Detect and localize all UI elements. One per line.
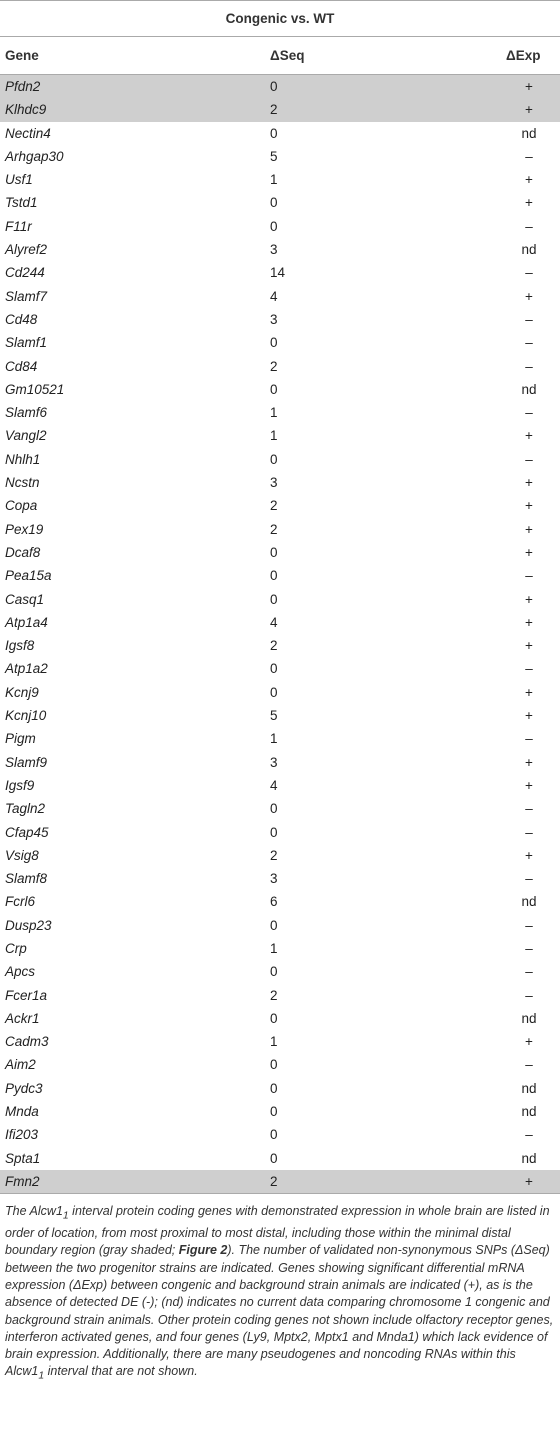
cell-gene: Fcer1a [5, 987, 48, 1003]
table-row [0, 751, 560, 774]
cell-seq: 1 [270, 405, 278, 421]
cell-seq: 0 [270, 1127, 278, 1143]
cell-exp: nd [521, 1150, 537, 1166]
cell-exp: – [525, 731, 533, 747]
cell-gene: Ackr1 [5, 1010, 40, 1026]
cell-gene: Slamf6 [5, 405, 48, 421]
cell-gene: Cd244 [5, 265, 45, 281]
table-row [0, 378, 560, 401]
cell-seq: 2 [270, 102, 278, 118]
caption-part-2: interval protein coding genes with demonstrated expression in whole brain are listed in order of location, from most proximal to most distal, including those within the minimal distal boundary region (gray shaded; [5, 1204, 550, 1258]
cell-gene: Pfdn2 [5, 79, 41, 94]
table-row [0, 471, 560, 494]
cell-seq: 2 [270, 521, 278, 537]
cell-seq: 0 [270, 1104, 278, 1120]
cell-exp: – [525, 964, 533, 980]
cell-gene: Tstd1 [5, 195, 38, 211]
cell-exp: + [525, 172, 533, 188]
cell-seq: 0 [270, 964, 278, 980]
table-row [0, 122, 560, 145]
cell-seq: 3 [270, 754, 278, 770]
table-row [0, 1077, 560, 1100]
table-row [0, 145, 560, 168]
cell-gene: Dusp23 [5, 917, 52, 933]
cell-seq: 1 [270, 172, 278, 188]
table-row [0, 774, 560, 797]
cell-exp: + [525, 777, 533, 793]
cell-exp: nd [521, 125, 537, 141]
cell-exp: nd [521, 1010, 537, 1026]
cell-seq: 0 [270, 1080, 278, 1096]
table-body [0, 75, 560, 1193]
cell-exp: – [525, 358, 533, 374]
table-row [0, 168, 560, 191]
cell-gene: Igsf8 [5, 638, 35, 654]
cell-seq: 3 [270, 311, 278, 327]
cell-seq: 2 [270, 847, 278, 863]
cell-seq: 0 [270, 801, 278, 817]
cell-gene: Pex19 [5, 521, 44, 537]
cell-exp: + [525, 1173, 533, 1189]
table-row [0, 1100, 560, 1123]
cell-seq: 14 [270, 265, 286, 281]
cell-exp: + [525, 847, 533, 863]
cell-gene: Fcrl6 [5, 894, 35, 910]
cell-exp: + [525, 638, 533, 654]
cell-gene: Nhlh1 [5, 451, 41, 467]
table-row [0, 541, 560, 564]
table-row [0, 494, 560, 517]
cell-exp: – [525, 661, 533, 677]
table-row [0, 98, 560, 121]
caption-sub-2: 1 [38, 1370, 45, 1382]
cell-gene: Kcnj9 [5, 684, 39, 700]
table-row [0, 1007, 560, 1030]
cell-gene: Pydc3 [5, 1080, 43, 1096]
cell-exp: – [525, 940, 533, 956]
table-row [0, 75, 560, 98]
cell-gene: Slamf9 [5, 754, 48, 770]
table-row [0, 1030, 560, 1053]
caption-part-1: The Alcw1 [5, 1204, 63, 1219]
cell-gene: Ifi203 [5, 1127, 39, 1143]
caption-part-3: ). The number of validated non-synonymous SNPs (ΔSeq) between the two progenitor strains are indicated. Genes showing significant differential mRNA expression (ΔExp) between congenic and background strain animals are indicated (+), as is the absence of detected DE (-); (nd) indicates no current data comparing chromosome 1 congenic and background strain animals. Other protein coding genes not shown include olfactory receptor genes, interferon activated genes, and four genes (Ly9, Mptx2, Mptx1 and Mnda1) which lack evidence of brain expression. Additionally, there are many pseudogenes and noncoding RNAs within this Alcw1 [5, 1243, 554, 1379]
cell-seq: 0 [270, 568, 278, 584]
cell-gene: Slamf1 [5, 335, 48, 351]
cell-exp: + [525, 684, 533, 700]
cell-exp: + [525, 521, 533, 537]
table-row [0, 681, 560, 704]
header-seq: ΔSeq [270, 48, 305, 63]
cell-exp: + [525, 288, 533, 304]
cell-gene: Gm10521 [5, 381, 65, 397]
cell-exp: + [525, 475, 533, 491]
table-row [0, 984, 560, 1007]
cell-exp: – [525, 1127, 533, 1143]
table-row [0, 867, 560, 890]
cell-seq: 0 [270, 451, 278, 467]
cell-exp: nd [521, 381, 537, 397]
cell-exp: – [525, 1057, 533, 1073]
cell-gene: Ncstn [5, 475, 40, 491]
cell-seq: 0 [270, 335, 278, 351]
cell-exp: – [525, 568, 533, 584]
cell-exp: + [525, 754, 533, 770]
cell-gene: Spta1 [5, 1150, 41, 1166]
table-row [0, 308, 560, 331]
table-row [0, 588, 560, 611]
cell-exp: – [525, 218, 533, 234]
cell-gene: Pigm [5, 731, 36, 747]
cell-gene: Cadm3 [5, 1034, 49, 1050]
cell-exp: nd [521, 1104, 537, 1120]
table-row [0, 937, 560, 960]
cell-seq: 0 [270, 125, 278, 141]
table-row [0, 215, 560, 238]
table-row [0, 634, 560, 657]
cell-seq: 2 [270, 498, 278, 514]
cell-gene: Atp1a4 [5, 614, 48, 630]
cell-seq: 0 [270, 1010, 278, 1026]
cell-seq: 3 [270, 242, 278, 258]
table-row [0, 611, 560, 634]
cell-seq: 2 [270, 358, 278, 374]
cell-gene: Cd84 [5, 358, 38, 374]
table-row [0, 1147, 560, 1170]
cell-seq: 0 [270, 195, 278, 211]
cell-gene: Crp [5, 940, 27, 956]
cell-exp: nd [521, 242, 537, 258]
cell-seq: 4 [270, 614, 278, 630]
table-row [0, 797, 560, 820]
cell-gene: Arhgap30 [5, 148, 64, 164]
cell-exp: – [525, 311, 533, 327]
cell-exp: + [525, 498, 533, 514]
table-row [0, 657, 560, 680]
table-row [0, 448, 560, 471]
table-row [0, 844, 560, 867]
cell-exp: – [525, 405, 533, 421]
cell-exp: + [525, 79, 533, 94]
table-row [0, 331, 560, 354]
cell-seq: 3 [270, 475, 278, 491]
table-row [0, 914, 560, 937]
table-row [0, 401, 560, 424]
table-row [0, 960, 560, 983]
table-row [0, 424, 560, 447]
cell-exp: + [525, 614, 533, 630]
cell-gene: F11r [5, 218, 32, 234]
header-exp: ΔExp [506, 48, 541, 63]
cell-exp: – [525, 801, 533, 817]
cell-gene: Vsig8 [5, 847, 39, 863]
cell-exp: + [525, 1034, 533, 1050]
table-row [0, 238, 560, 261]
cell-seq: 4 [270, 777, 278, 793]
table-row [0, 890, 560, 913]
cell-exp: + [525, 428, 533, 444]
cell-seq: 1 [270, 428, 278, 444]
cell-seq: 0 [270, 661, 278, 677]
cell-seq: 0 [270, 917, 278, 933]
cell-gene: Cd48 [5, 311, 38, 327]
cell-gene: Usf1 [5, 172, 33, 188]
table-row [0, 1123, 560, 1146]
cell-gene: Alyref2 [5, 242, 48, 258]
table-row [0, 355, 560, 378]
table-row [0, 261, 560, 284]
cell-gene: Kcnj10 [5, 708, 47, 724]
cell-seq: 6 [270, 894, 278, 910]
table-row [0, 704, 560, 727]
cell-seq: 2 [270, 987, 278, 1003]
cell-seq: 1 [270, 731, 278, 747]
cell-seq: 0 [270, 79, 278, 94]
cell-seq: 0 [270, 381, 278, 397]
cell-exp: – [525, 148, 533, 164]
cell-gene: Atp1a2 [5, 661, 48, 677]
cell-exp: – [525, 265, 533, 281]
table-row [0, 518, 560, 541]
cell-exp: – [525, 987, 533, 1003]
cell-gene: Copa [5, 498, 38, 514]
cell-gene: Aim2 [5, 1057, 36, 1073]
cell-gene: Apcs [5, 964, 36, 980]
cell-exp: + [525, 195, 533, 211]
cell-gene: Mnda [5, 1104, 39, 1120]
cell-gene: Igsf9 [5, 777, 35, 793]
cell-gene: Tagln2 [5, 801, 46, 817]
cell-gene: Vangl2 [5, 428, 47, 444]
cell-seq: 5 [270, 148, 278, 164]
table-row [0, 564, 560, 587]
cell-seq: 0 [270, 544, 278, 560]
cell-exp: nd [521, 894, 537, 910]
table-row [0, 1170, 560, 1193]
table-row [0, 191, 560, 214]
cell-exp: – [525, 451, 533, 467]
cell-gene: Pea15a [5, 568, 52, 584]
cell-seq: 0 [270, 824, 278, 840]
table-header [0, 37, 560, 75]
caption-part-4: interval that are not shown. [44, 1364, 198, 1379]
cell-seq: 2 [270, 638, 278, 654]
table-row [0, 727, 560, 750]
cell-seq: 0 [270, 1150, 278, 1166]
cell-exp: + [525, 102, 533, 118]
table-row [0, 285, 560, 308]
cell-seq: 3 [270, 871, 278, 887]
table-caption [0, 1194, 560, 1385]
table-title: Congenic vs. WT [0, 0, 560, 37]
header-gene: Gene [5, 48, 39, 63]
cell-gene: Slamf7 [5, 288, 48, 304]
cell-gene: Klhdc9 [5, 102, 47, 118]
cell-gene: Dcaf8 [5, 544, 41, 560]
cell-seq: 2 [270, 1173, 278, 1189]
cell-exp: – [525, 917, 533, 933]
cell-exp: – [525, 335, 533, 351]
cell-gene: Slamf8 [5, 871, 48, 887]
cell-seq: 5 [270, 708, 278, 724]
cell-exp: + [525, 591, 533, 607]
caption-figure-ref[interactable]: Figure 2 [178, 1243, 228, 1258]
cell-seq: 0 [270, 684, 278, 700]
cell-exp: – [525, 824, 533, 840]
cell-gene: Fmn2 [5, 1173, 40, 1189]
cell-seq: 0 [270, 591, 278, 607]
cell-seq: 4 [270, 288, 278, 304]
cell-gene: Nectin4 [5, 125, 51, 141]
table-row [0, 821, 560, 844]
cell-exp: – [525, 871, 533, 887]
table-row [0, 1053, 560, 1076]
caption-sub-1: 1 [62, 1210, 69, 1222]
cell-seq: 1 [270, 940, 278, 956]
cell-gene: Cfap45 [5, 824, 49, 840]
cell-seq: 0 [270, 1057, 278, 1073]
cell-exp: nd [521, 1080, 537, 1096]
cell-seq: 1 [270, 1034, 278, 1050]
cell-seq: 0 [270, 218, 278, 234]
cell-exp: + [525, 708, 533, 724]
cell-gene: Casq1 [5, 591, 45, 607]
cell-exp: + [525, 544, 533, 560]
